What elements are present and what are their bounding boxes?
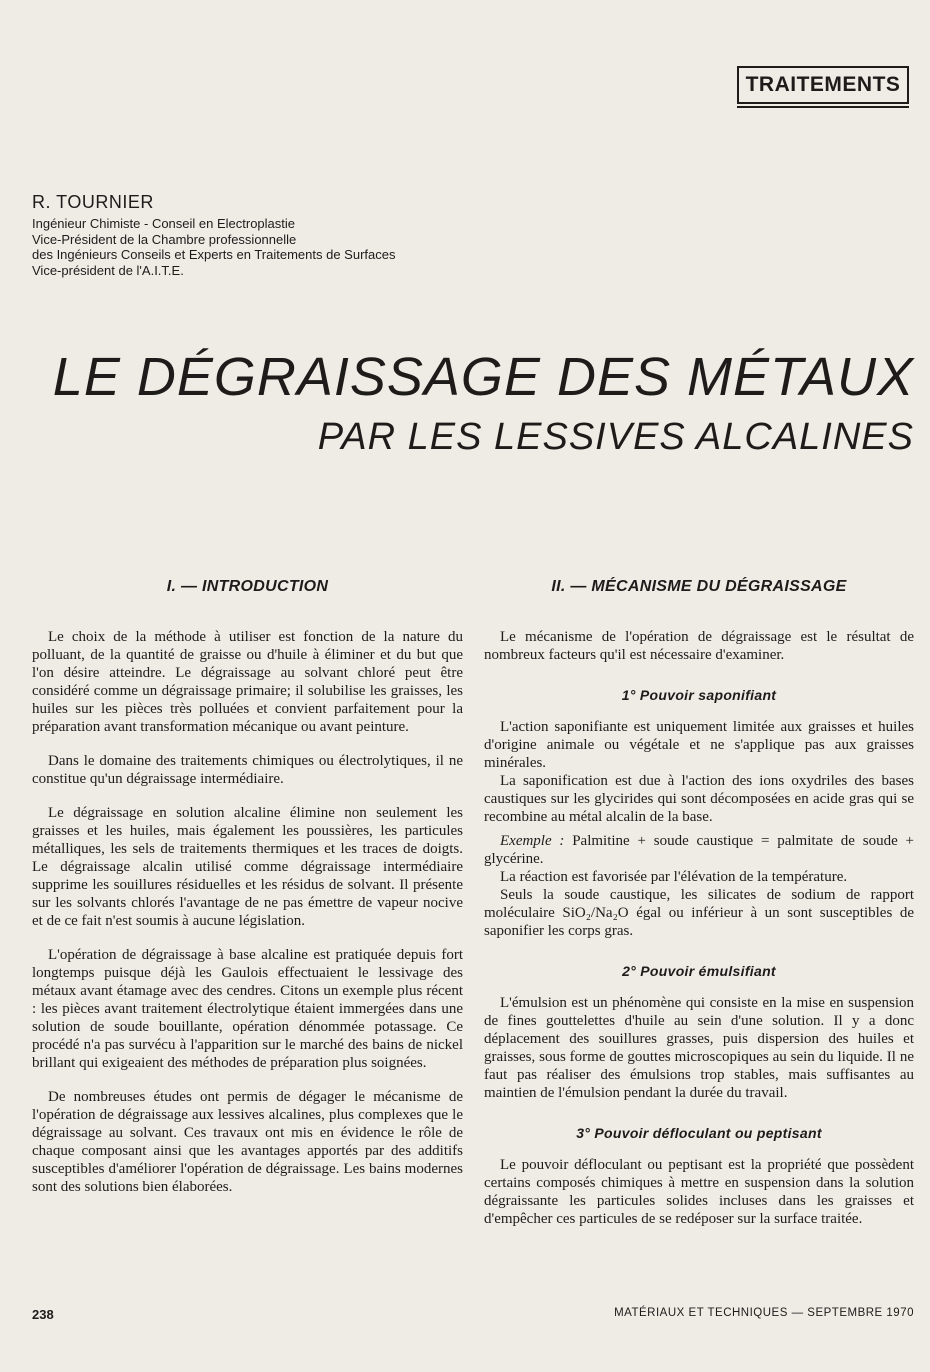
paragraph: La réaction est favorisée par l'élévation de la température. [500, 869, 848, 885]
paragraph: Le mécanisme de l'opération de dégraissage est le résultat de nombreux facteurs qu'il est nécessaire d'examiner. [484, 629, 914, 663]
author-title-line: des Ingénieurs Conseils et Experts en Traitements de Surfaces [32, 247, 396, 262]
section-tag-underline [737, 106, 909, 108]
paragraph: Le pouvoir défloculant ou peptisant est la propriété que possèdent certains composés chimiques à mettre en suspension dans la solution dégraissante les particules solides incluses dans les graisses et d'empêcher ces particules de se redéposer sur la surface traitée. [484, 1157, 914, 1227]
publication-footer: MATÉRIAUX ET TECHNIQUES — SEPTEMBRE 1970 [614, 1307, 914, 1319]
paragraph: De nombreuses études ont permis de dégager le mécanisme de l'opération de dégraissage aux lessives alcalines, plus complexes que le dégraissage au solvant. Ces travaux ont mis en évidence le rôle de chaque composant ainsi que les avantages apportés par des additifs susceptibles d'améliorer l'opération de dégraissage. Les bains modernes sont des solutions bien élaborées. [32, 1089, 463, 1195]
section-heading-introduction: I. — INTRODUCTION [166, 578, 329, 595]
section-tag: TRAITEMENTS [737, 66, 909, 104]
author-name: R. TOURNIER [32, 192, 154, 212]
example-paragraph [484, 832, 914, 868]
example-label: Exemple : [500, 833, 565, 849]
subsection-heading-defloculant: 3° Pouvoir défloculant ou peptisant [576, 1125, 822, 1141]
subsection-heading-emulsifiant: 2° Pouvoir émulsifiant [622, 963, 776, 979]
right-column [484, 578, 914, 1244]
page-number: 238 [32, 1307, 54, 1322]
author-title-line: Ingénieur Chimiste - Conseil en Electroplastie [32, 216, 296, 231]
article-subtitle: PAR LES LESSIVES ALCALINES [317, 416, 914, 458]
left-column [32, 578, 463, 1212]
paragraph: Le choix de la méthode à utiliser est fonction de la nature du polluant, de la quantité de graisse ou d'huile à éliminer et du but que l'on désire atteindre. Le dégraissage au solvant chloré peut être considéré comme un dégraissage primaire; il solubilise les graisses, les huiles sur les pièces très polluées et convient parfaitement pour la préparation avant transformation mécanique ou avant peinture. [32, 629, 463, 735]
paragraph: L'opération de dégraissage à base alcaline est pratiquée depuis fort longtemps puisque déjà les Gaulois effectuaient le lessivage des métaux avant étamage avec des cendres. Citons un exemple plus récent : les pièces avant traitement électrolytique étaient immergées dans une solution de soude bouillante, opération dénommée potassage. Ce procédé n'a pas survécu à l'apparition sur le marché des bains de nickel brillant qui exigeaient des méthodes de préparation plus soignées. [32, 947, 463, 1071]
paragraph: La saponification est due à l'action des ions oxydriles des bases caustiques sur les glycirides qui sont décomposées en acide gras qui se recombine au métal alcalin de la base. [484, 773, 914, 825]
paragraph: Le dégraissage en solution alcaline élimine non seulement les graisses et les huiles, mais également les poussières, les particules métalliques, les sels de traitements thermiques et les traces de doigts. Le dégraissage alcalin utilisé comme dégraissage intermédiaire supprime les souillures résiduelles et les résidus de solvant. Il présente sur les solvants chlorés l'avantage de ne pas émettre de vapeur nocive et de ce fait n'est soumis à aucune législation. [32, 805, 463, 929]
paragraph: Dans le domaine des traitements chimiques ou électrolytiques, il ne constitue qu'un dégraissage intermédiaire. [32, 753, 463, 787]
author-title-line: Vice-Président de la Chambre professionnelle [32, 231, 297, 247]
author-title-line: Vice-président de l'A.I.T.E. [32, 262, 184, 278]
section-heading-mecanisme: II. — MÉCANISME DU DÉGRAISSAGE [551, 578, 847, 595]
paragraph: Seuls la soude caustique, les silicates de sodium de rapport moléculaire SiO₂/Na₂O égal ou inférieur à un sont susceptibles de saponifier les corps gras. [484, 887, 914, 939]
subsection-heading-saponifiant: 1° Pouvoir saponifiant [621, 687, 777, 703]
author-block [32, 192, 395, 278]
article-title: LE DÉGRAISSAGE DES MÉTAUX [52, 347, 914, 407]
paragraph: L'action saponifiante est uniquement limitée aux graisses et huiles d'origine animale ou végétale et ne s'applique pas aux graisses minérales. [484, 719, 914, 771]
paragraph: L'émulsion est un phénomène qui consiste en la mise en suspension de fines gouttelettes d'huile au sein d'une solution. Il y a donc déplacement des souillures grasses, puis dispersion des huiles et graisses, sous forme de gouttes microscopiques au sein du liquide. Il ne faut pas réaliser des émulsions trop stables, mais suffisantes au maintien de l'émulsion pendant la durée du travail. [484, 995, 914, 1101]
example-text: Palmitine + soude caustique = palmitate de soude + glycérine. [484, 833, 914, 867]
